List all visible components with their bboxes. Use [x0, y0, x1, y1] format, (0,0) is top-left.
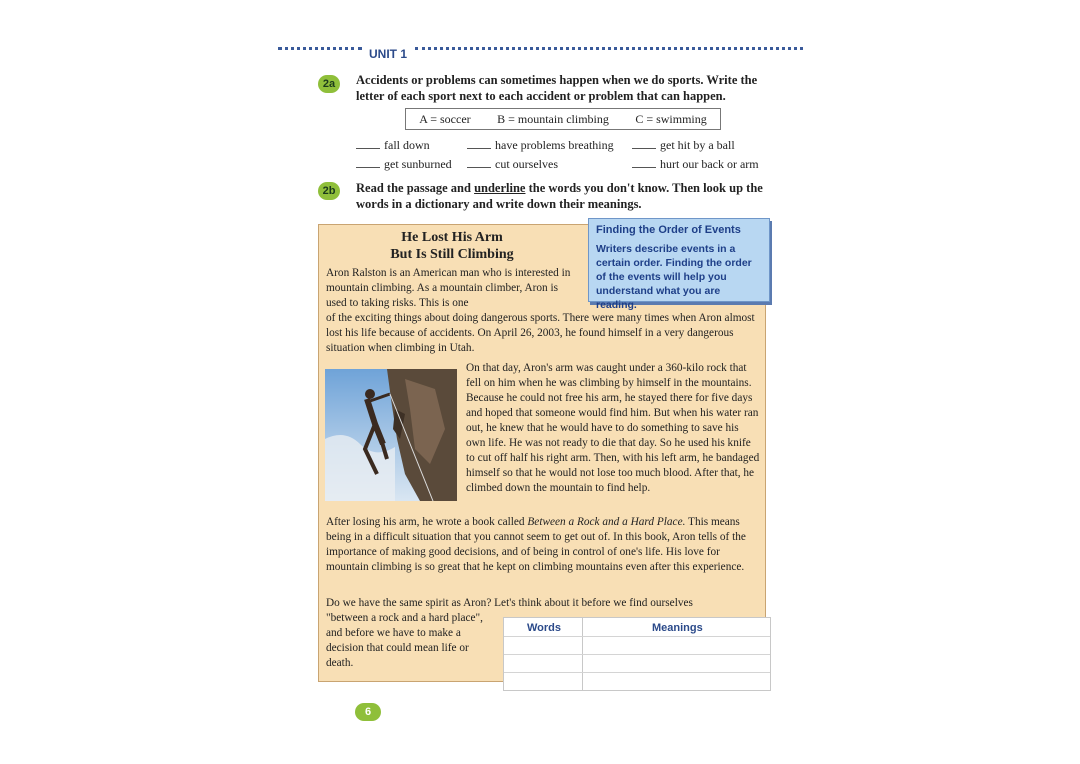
instruction-2b-underline: underline: [474, 181, 526, 195]
answer-blank[interactable]: [632, 157, 656, 168]
passage-title: [352, 229, 552, 263]
item-cut-ourselves: [467, 157, 558, 172]
table-row[interactable]: [504, 654, 770, 672]
passage-paragraph-1b: of the exciting things about doing dangerous sports. There were many times when Aron almost lost his life because of accidents. On April 26, 2003, he found himself in a very dangerous situation when climbing in Utah.: [326, 312, 755, 354]
item-problems-breathing: [467, 138, 614, 153]
item-label: get sunburned: [384, 157, 452, 171]
legend-soccer: A = soccer: [419, 111, 471, 126]
item-fall-down: [356, 138, 430, 153]
page-number: 6: [355, 703, 381, 721]
legend-mountain-climbing: B = mountain climbing: [497, 111, 609, 126]
instruction-2b-part1: Read the passage and: [356, 181, 475, 195]
climber-photo: [325, 369, 457, 501]
item-label: cut ourselves: [495, 157, 558, 171]
unit-label: UNIT 1: [369, 47, 408, 61]
instruction-2a: Accidents or problems can sometimes happen when we do sports. Write the letter of each sport next to each accident or problem that can happen.: [356, 73, 758, 103]
answer-blank[interactable]: [632, 138, 656, 149]
passage-title-line2: But Is Still Climbing: [390, 247, 514, 262]
passage-paragraph-4a: Do we have the same spirit as Aron? Let's think about it before we find ourselves: [326, 597, 693, 609]
header-dots-left: [278, 47, 362, 50]
answer-blank[interactable]: [467, 157, 491, 168]
words-header: Words: [527, 622, 562, 634]
answer-blank[interactable]: [356, 138, 380, 149]
passage-p3-after: This means being in a difficult situation that you cannot seem to get out of. In this book, Aron tells of the importance of making good decisions, and of being in control of one's life. His love for mountain climbing is so great that he kept on climbing mountains even after this experience.: [326, 516, 746, 573]
badge-2a: 2a: [318, 75, 340, 93]
reading-tip-box: [588, 218, 770, 311]
climber-image: [325, 369, 457, 501]
passage-p3-before: After losing his arm, he wrote a book called: [326, 516, 528, 528]
table-row[interactable]: [504, 636, 770, 654]
tip-title: Finding the Order of Events: [596, 224, 741, 236]
item-label: hurt our back or arm: [660, 157, 759, 171]
passage-paragraph-3: [326, 515, 758, 575]
item-sunburned: [356, 157, 452, 172]
passage-paragraph-1a: Aron Ralston is an American man who is interested in mountain climbing. As a mountain climber, Aron is used to taking risks. This is one: [326, 267, 571, 309]
header-dots-right: [415, 47, 803, 50]
item-hit-by-ball: [632, 138, 735, 153]
answer-blank[interactable]: [356, 157, 380, 168]
instruction-2b-part2: the words you don't know. Then look up the words in a dictionary and write down their meanings.: [356, 181, 763, 211]
answer-blank[interactable]: [467, 138, 491, 149]
passage-title-line1: He Lost His Arm: [401, 230, 503, 245]
item-hurt-back-arm: [632, 157, 759, 172]
instruction-2b: [356, 180, 776, 212]
passage-paragraph-4b: "between a rock and a hard place", and before we have to make a decision that could mean life or death.: [326, 612, 483, 669]
badge-2b: 2b: [318, 182, 340, 200]
meanings-header: Meanings: [652, 622, 703, 634]
sport-legend-box: [405, 108, 721, 130]
passage-paragraph-2: On that day, Aron's arm was caught under a 360-kilo rock that fell on him when he was climbing by himself in the mountains. Because he could not free his arm, he stayed there for five days and hoped that someone would find him. But when his water ran out, he knew that he would have to do something to save his own life. He was not ready to die that day. So he used his knife to cut off half his right arm. Then, with his left arm, he bandaged himself so that he would not lose too much blood. After that, he climbed down the mountain to find help.: [466, 362, 760, 494]
table-row[interactable]: [504, 672, 770, 690]
tip-body: Writers describe events in a certain order. Finding the order of the events will help you understand what you are reading.: [596, 243, 752, 311]
book-title: Between a Rock and a Hard Place.: [527, 516, 686, 528]
item-label: fall down: [384, 138, 430, 152]
words-meanings-table: [503, 617, 771, 691]
item-label: get hit by a ball: [660, 138, 735, 152]
legend-swimming: C = swimming: [635, 111, 707, 126]
item-label: have problems breathing: [495, 138, 614, 152]
